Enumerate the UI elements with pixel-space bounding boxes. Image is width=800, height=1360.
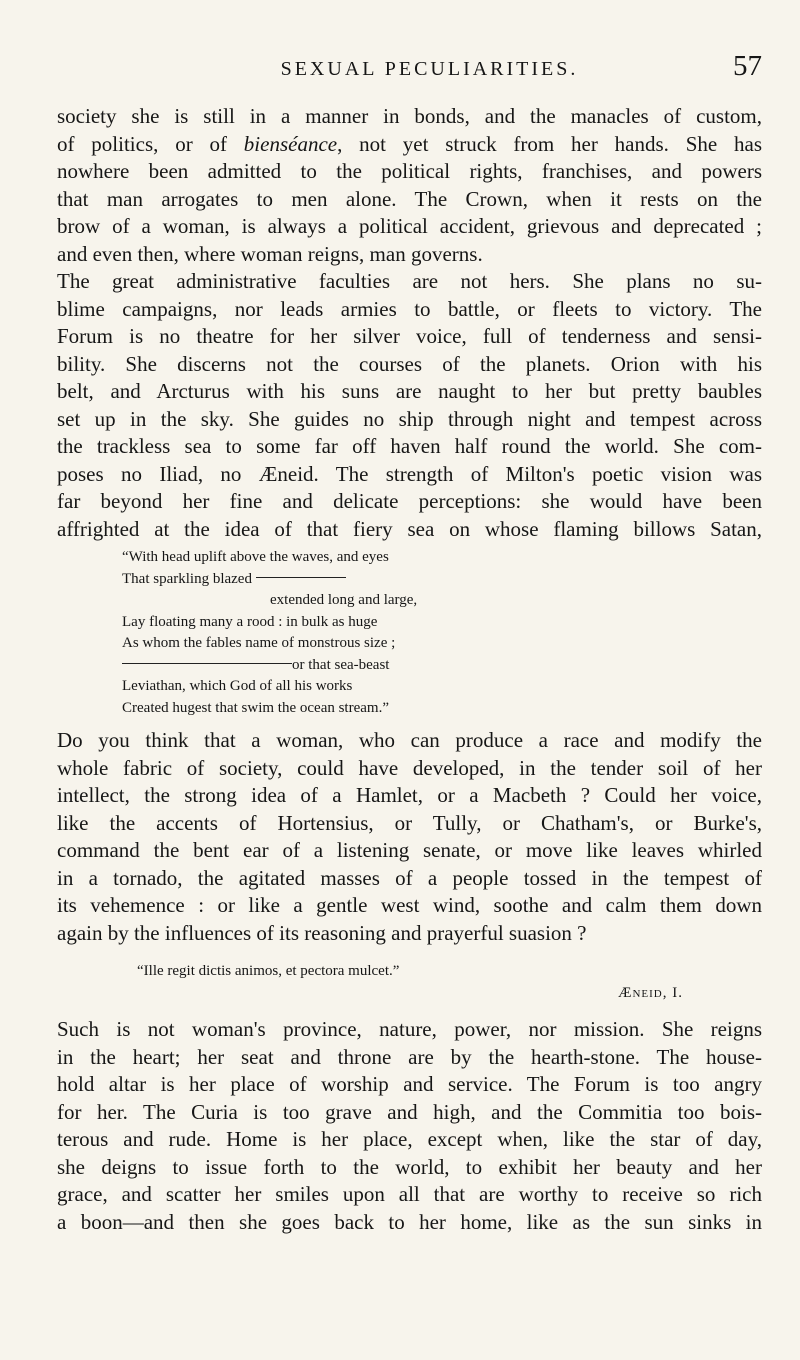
quote-text: That sparkling blazed [122,570,252,587]
quote-line: Created hugest that swim the ocean stream.” [122,699,389,716]
text-line: command the bent ear of a listening senate, or move like leaves whirled [57,838,762,862]
quote-line: Lay floating many a rood : in bulk as huge [122,613,378,630]
text-line [57,131,762,159]
quote-line [122,569,642,591]
text-line: the trackless sea to some far off haven half round the world. She com- [57,434,762,458]
text-line: terous and rude. Home is her place, except when, like the star of day, [57,1127,762,1151]
text-line: and even then, where woman reigns, man governs. [57,241,483,266]
text-line: The great administrative faculties are not hers. She plans no su- [57,269,762,293]
text-line: set up in the sky. She guides no ship through night and tempest across [57,406,762,431]
text-line: a boon—and then she goes back to her home, like as the sun sinks in [57,1209,762,1234]
text-line: in the heart; her seat and throne are by the hearth-stone. The house- [57,1044,762,1069]
quote-line [122,655,642,677]
italic-term: bienséance [243,131,338,156]
quote-line: “With head uplift above the waves, and eyes [122,549,389,565]
text-line: nowhere been admitted to the political rights, franchises, and powers [57,159,762,183]
quote-line: extended long and large, [270,592,418,608]
quote-line: As whom the fables name of monstrous size ; [122,635,396,651]
text-line: hold altar is her place of worship and service. The Forum is too angry [57,1072,762,1096]
quote-citation: Æneid, I. [618,985,683,1001]
text-line: again by the influences of its reasoning and prayerful suasion ? [57,920,587,945]
em-rule [122,663,292,664]
text-segment: of politics, or of bienséance, not yet struck from her hands. She has [57,131,762,156]
quote-line: “Ille regit dictis animos, et pectora mulcet.” [137,963,400,979]
paragraph-2 [57,727,762,947]
page-number: 57 [733,50,762,82]
text-line: affrighted at the idea of that fiery sea on whose flaming billows Satan, [57,516,762,541]
paragraph-1 [57,103,762,543]
text-line: belt, and Arcturus with his suns are naught to her but pretty baubles [57,379,762,403]
text-line: blime campaigns, nor leads armies to battle, or fleets to victory. The [57,296,762,321]
text-line: Forum is no theatre for her silver voice, full of tenderness and sensi- [57,324,762,348]
em-rule [256,577,346,578]
page-header [57,48,762,88]
paragraph-3 [57,1016,762,1236]
text-line: she deigns to issue forth to the world, to exhibit her beauty and her [57,1154,762,1179]
text-line: poses no Iliad, no Æneid. The strength of Milton's poetic vision was [57,461,762,486]
text-line: in a tornado, the agitated masses of a people tossed in the tempest of [57,865,762,890]
text-line: grace, and scatter her smiles upon all that are worthy to receive so rich [57,1182,762,1206]
text-line: whole fabric of society, could have developed, in the tender soil of her [57,755,762,780]
text-line: for her. The Curia is too grave and high, and the Commitia too bois- [57,1099,762,1124]
text-line: that man arrogates to men alone. The Crown, when it rests on the [57,186,762,211]
virgil-quotation [137,960,697,1004]
text-line: society she is still in a manner in bonds, and the manacles of custom, [57,104,762,128]
text-line: far beyond her fine and delicate perceptions: she would have been [57,489,762,513]
text-line: brow of a woman, is always a political accident, grievous and deprecated ; [57,214,762,238]
text-line: bility. She discerns not the courses of the planets. Orion with his [57,351,762,376]
text-line: intellect, the strong idea of a Hamlet, or a Macbeth ? Could her voice, [57,783,762,807]
text-line: like the accents of Hortensius, or Tully, or Chatham's, or Burke's, [57,810,762,835]
milton-quotation [122,547,642,719]
running-head: SEXUAL PECULIARITIES. [280,58,579,80]
quote-text: or that sea-beast [292,656,390,673]
text-line: its vehemence : or like a gentle west wind, soothe and calm them down [57,893,762,917]
quote-line: Leviathan, which God of all his works [122,678,353,694]
text-line: Such is not woman's province, nature, power, nor mission. She reigns [57,1017,762,1041]
text-line: Do you think that a woman, who can produce a race and modify the [57,728,762,752]
